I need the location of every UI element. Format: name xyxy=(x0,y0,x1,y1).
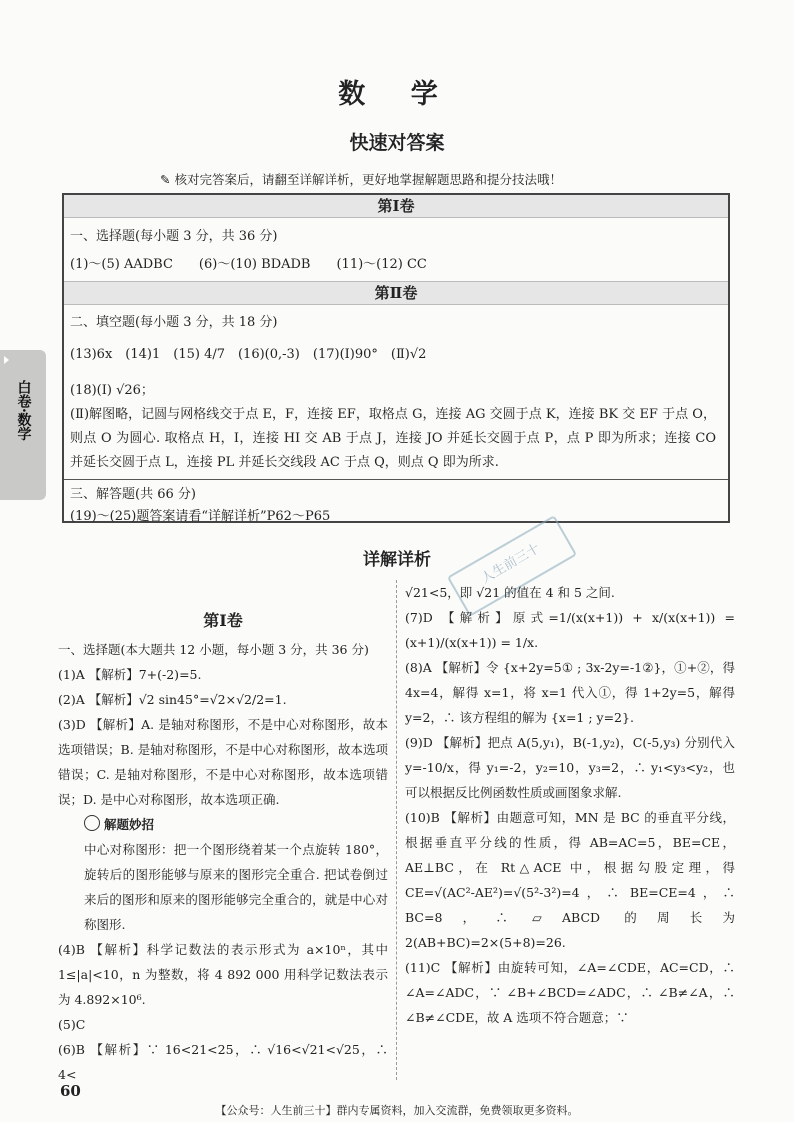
fill-answers: (13)6x (14)1 (15) 4/7 (16)(0,-3) (17)(Ⅰ)90° (Ⅱ)√2 xyxy=(70,347,427,362)
section-solve-title: 三、解答题(共 66 分) xyxy=(70,487,196,502)
left-line: (1)A 【解析】7+(-2)=5. xyxy=(58,667,202,682)
page-number: 60 xyxy=(60,1082,81,1100)
side-tab xyxy=(0,350,46,500)
answer-box xyxy=(62,193,730,523)
left-line: (2)A 【解析】√2 sin45°=√2×√2/2=1. xyxy=(58,692,287,707)
tip-heading-text: 解题妙招 xyxy=(104,817,155,832)
left-column xyxy=(58,608,388,1087)
left-line: (6)B 【解析】∵ 16<21<25，∴ √16<√21<√25，∴ 4< xyxy=(58,1042,388,1082)
left-line: (4)B 【解析】科学记数法的表示形式为 a×10ⁿ，其中 1≤|a|<10，n 为整数，将 4 892 000 用科学记数法表示为 4.892×10⁶. xyxy=(58,942,388,1007)
page-title: 数 学 xyxy=(338,79,456,110)
tip-heading xyxy=(58,812,388,837)
right-line: √21<5，即 √21 的值在 4 和 5 之间. xyxy=(405,585,615,600)
section-fill-title: 二、填空题(每小题 3 分，共 18 分) xyxy=(70,315,278,330)
q18-part2: (Ⅱ)解图略，记圆与网格线交于点 E，F，连接 EF，取格点 G，连接 AG 交圆于点 K，连接 BK 交 EF 于点 O，则点 O 为圆心. 取格点 H，I，连接 HI 交 AB 于点 J，连接 JO 并延长交圆于点 P，点 P 即为所求；连接 CO 并延长交圆于点 L，连接 PL 并延长交线段 AC 于点 Q，则点 Q 即为所求. xyxy=(70,407,716,470)
volume-2-header: 第Ⅱ卷 xyxy=(64,281,728,305)
triangle-icon xyxy=(4,356,9,364)
hint-text: 核对完答案后，请翻至详解详析，更好地掌握解题思路和提分技法哦！ xyxy=(174,172,562,187)
column-divider xyxy=(396,580,397,1080)
right-line: (9)D 【解析】把点 A(5,y₁)，B(-1,y₂)，C(-5,y₃) 分别代入 y=-10/x，得 y₁=-2，y₂=10，y₃=2，∴ y₁<y₃<y₂，也可以根据反比例函数性质或画图象求解. xyxy=(405,735,735,800)
divider xyxy=(64,479,728,480)
footer-text: 【公众号：人生前三十】群内专属资料，加入交流群，免费领取更多资料。 xyxy=(215,1104,579,1117)
left-line: (3)D 【解析】A. 是轴对称图形，不是中心对称图形，故本选项错误；B. 是轴对称图形，不是中心对称图形，故本选项错误；C. 是轴对称图形，不是中心对称图形，故本选项错误；D. 是中心对称图形，故本选项正确. xyxy=(58,717,388,807)
left-line: 中心对称图形：把一个图形绕着某一个点旋转 180°，旋转后的图形能够与原来的图形完全重合. 把试卷倒过来后的图形和原来的图形能够完全重合的，就是中心对称图形. xyxy=(84,842,388,932)
section-choice-title: 一、选择题(每小题 3 分，共 36 分) xyxy=(70,229,278,244)
right-line: (7)D 【解析】原式=1/(x(x+1)) + x/(x(x+1)) = (x+1)/(x(x+1)) = 1/x. xyxy=(405,610,735,650)
solve-answers: (19)～(25)题答案请看“详解详析”P62～P65 xyxy=(70,509,331,524)
pen-icon: ✎ xyxy=(160,172,171,187)
right-line: (11)C 【解析】由旋转可知，∠A=∠CDE，AC=CD，∴ ∠A=∠ADC，∵ ∠B+∠BCD=∠ADC，∴ ∠B≠∠A，∴ ∠B≠∠CDE，故 A 选项不符合题意；∵ xyxy=(405,960,735,1025)
side-tab-text: 白卷·数学 xyxy=(15,380,32,441)
right-line: (8)A 【解析】令 {x+2y=5① ; 3x-2y=-1②}，①+②，得 4x=4，解得 x=1，将 x=1 代入①，得 1+2y=5，解得 y=2，∴ 该方程组的解为 {x=1 ; y=2}. xyxy=(405,660,735,725)
right-line: (10)B 【解析】由题意可知，MN 是 BC 的垂直平分线，根据垂直平分线的性质，得 AB=AC=5，BE=CE，AE⊥BC，在 Rt△ACE 中，根据勾股定理，得 CE=√(AC²-AE²)=√(5²-3²)=4，∴ BE=CE=4，∴ BC=8，∴ ▱ABCD 的周长为 2(AB+BC)=2×(5+8)=26. xyxy=(405,810,735,950)
left-line: 一、选择题(本大题共 12 小题，每小题 3 分，共 36 分) xyxy=(58,642,369,657)
watermark-stamp: 人生前三十 xyxy=(447,515,577,617)
left-volume-title: 第Ⅰ卷 xyxy=(203,611,243,630)
tip-icon xyxy=(84,815,100,831)
right-column xyxy=(405,580,735,1030)
q18-part1: (18)(Ⅰ) √26； xyxy=(70,383,154,398)
left-line: (5)C xyxy=(58,1017,86,1032)
side-tab-label xyxy=(0,380,46,446)
hint-line xyxy=(160,170,562,188)
detail-title: 详解详析 xyxy=(363,550,431,570)
page-subtitle: 快速对答案 xyxy=(349,132,445,154)
volume-1-header: 第Ⅰ卷 xyxy=(64,195,728,218)
choice-answers: (1)～(5) AADBC (6)～(10) BDADB (11)～(12) CC xyxy=(70,257,427,272)
